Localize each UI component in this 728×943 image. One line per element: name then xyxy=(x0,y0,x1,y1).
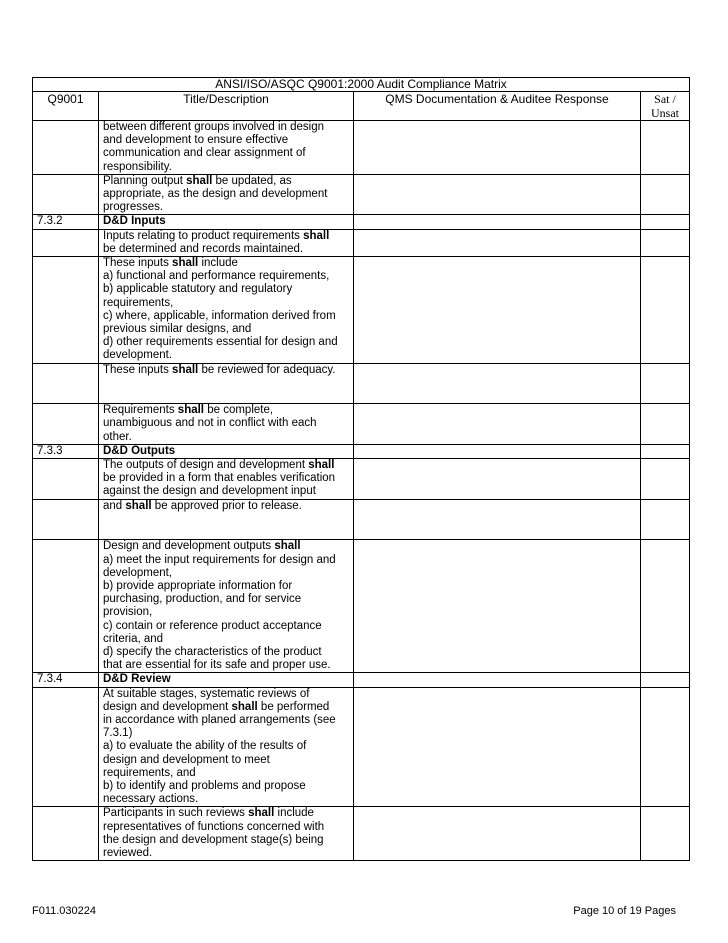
description-line xyxy=(103,821,349,834)
description-line xyxy=(103,134,349,147)
line-text: and xyxy=(103,499,126,512)
line-text: a) to evaluate the ability of the results of xyxy=(103,740,307,753)
form-id: F011.030224 xyxy=(32,905,97,917)
requirement-description xyxy=(99,215,354,229)
description-line xyxy=(103,485,349,498)
line-text-after: be performed xyxy=(257,700,330,713)
description-line xyxy=(103,754,349,767)
description-line xyxy=(103,310,349,323)
description-line xyxy=(103,147,349,160)
description-line xyxy=(103,793,349,806)
clause-number xyxy=(33,807,99,861)
shall-keyword: shall xyxy=(172,363,199,376)
line-text: previous similar designs, and xyxy=(103,323,252,336)
line-text: other. xyxy=(103,430,132,443)
line-text: appropriate, as the design and development xyxy=(103,188,328,201)
sat-unsat-cell[interactable] xyxy=(641,215,690,229)
line-text: development. xyxy=(103,349,173,362)
description-line xyxy=(103,807,349,820)
shall-keyword: shall xyxy=(172,257,199,270)
line-text: provision, xyxy=(103,606,153,619)
line-text: design and development to meet xyxy=(103,753,270,766)
description-line xyxy=(103,659,349,672)
table-row xyxy=(33,174,690,215)
line-text: unambiguous and not in conflict with each xyxy=(103,417,317,430)
blank-line xyxy=(103,513,349,526)
line-text: These inputs xyxy=(103,257,173,270)
line-text: in accordance with planed arrangements (see xyxy=(103,713,336,726)
description-line xyxy=(103,847,349,860)
line-text-after: be reviewed for adequacy. xyxy=(198,363,336,376)
page-number: Page 10 of 19 Pages xyxy=(573,905,676,917)
description-line xyxy=(103,646,349,659)
description-line xyxy=(103,459,349,472)
auditee-response-cell[interactable] xyxy=(354,363,641,404)
clause-number xyxy=(33,174,99,215)
blank-line xyxy=(103,390,349,403)
clause-number xyxy=(33,229,99,256)
line-text: D&D Outputs xyxy=(103,444,176,457)
sat-unsat-cell[interactable] xyxy=(641,363,690,404)
sat-unsat-cell[interactable] xyxy=(641,121,690,175)
description-line xyxy=(103,404,349,417)
description-line xyxy=(103,431,349,444)
column-header-response: QMS Documentation & Auditee Response xyxy=(354,92,641,121)
matrix-body xyxy=(33,121,690,861)
table-row xyxy=(33,229,690,256)
line-text: The outputs of design and development xyxy=(103,459,309,472)
blank-line xyxy=(103,526,349,539)
line-text: d) specify the characteristics of the product xyxy=(103,645,322,658)
line-text: criteria, and xyxy=(103,632,164,645)
description-line xyxy=(103,349,349,362)
table-row xyxy=(33,687,690,807)
line-text: necessary actions. xyxy=(103,793,199,806)
sat-unsat-cell[interactable] xyxy=(641,444,690,458)
table-row xyxy=(33,444,690,458)
line-text: d) other requirements essential for design and xyxy=(103,336,338,349)
sat-unsat-cell[interactable] xyxy=(641,229,690,256)
description-line xyxy=(103,714,349,727)
line-text-after: be approved prior to release. xyxy=(151,499,302,512)
sat-unsat-cell[interactable] xyxy=(641,807,690,861)
auditee-response-cell[interactable] xyxy=(354,174,641,215)
shall-keyword: shall xyxy=(308,459,335,472)
table-row xyxy=(33,215,690,229)
clause-number: 7.3.2 xyxy=(33,215,99,229)
line-text: against the design and development input xyxy=(103,485,316,498)
description-line xyxy=(103,364,349,377)
clause-number xyxy=(33,459,99,500)
line-text: design and development xyxy=(103,700,232,713)
column-header-sat-unsat: Sat / Unsat xyxy=(641,92,690,121)
description-line xyxy=(103,767,349,780)
description-line xyxy=(103,606,349,619)
description-line xyxy=(103,500,349,513)
description-line xyxy=(103,243,349,256)
auditee-response-cell[interactable] xyxy=(354,673,641,687)
line-text: be provided in a form that enables verification xyxy=(103,472,336,485)
description-line xyxy=(103,336,349,349)
description-line xyxy=(103,593,349,606)
auditee-response-cell[interactable] xyxy=(354,444,641,458)
table-row xyxy=(33,499,690,540)
requirement-description xyxy=(99,807,354,861)
line-text: communication and clear assignment of xyxy=(103,147,306,160)
line-text: be determined and records maintained. xyxy=(103,242,304,255)
shall-keyword: shall xyxy=(177,404,205,417)
shall-keyword: shall xyxy=(125,499,152,512)
clause-number: 7.3.3 xyxy=(33,444,99,458)
table-row xyxy=(33,673,690,687)
description-line xyxy=(103,323,349,336)
requirement-description xyxy=(99,257,354,364)
description-line xyxy=(103,580,349,593)
description-line xyxy=(103,161,349,174)
sat-unsat-cell[interactable] xyxy=(641,687,690,807)
line-text: Planning output xyxy=(103,174,187,187)
description-line xyxy=(103,215,349,228)
clause-number xyxy=(33,540,99,673)
column-header-q9001: Q9001 xyxy=(33,92,99,121)
table-row xyxy=(33,404,690,445)
description-line xyxy=(103,633,349,646)
line-text: b) to identify and problems and propose xyxy=(103,779,306,792)
requirement-description xyxy=(99,673,354,687)
table-row xyxy=(33,363,690,404)
description-line xyxy=(103,567,349,580)
description-line xyxy=(103,780,349,793)
line-text: c) contain or reference product acceptance xyxy=(103,619,322,632)
requirement-description xyxy=(99,499,354,540)
description-line xyxy=(103,417,349,430)
line-text: representatives of functions concerned with xyxy=(103,820,325,833)
clause-number: 7.3.4 xyxy=(33,673,99,687)
description-line xyxy=(103,673,349,686)
blank-line xyxy=(103,377,349,390)
clause-number xyxy=(33,687,99,807)
description-line xyxy=(103,445,349,458)
table-row xyxy=(33,540,690,673)
matrix-title: ANSI/ISO/ASQC Q9001:2000 Audit Compliance Matrix xyxy=(33,78,690,92)
clause-number xyxy=(33,363,99,404)
auditee-response-cell[interactable] xyxy=(354,121,641,175)
description-line xyxy=(103,257,349,270)
sat-unsat-cell[interactable] xyxy=(641,404,690,445)
line-text: 7.3.1) xyxy=(103,727,133,740)
description-line xyxy=(103,297,349,310)
auditee-response-cell[interactable] xyxy=(354,499,641,540)
requirement-description xyxy=(99,444,354,458)
line-text: that are essential for its safe and proper use. xyxy=(103,659,331,672)
shall-keyword: shall xyxy=(248,807,275,820)
description-line xyxy=(103,472,349,485)
auditee-response-cell[interactable] xyxy=(354,687,641,807)
requirement-description xyxy=(99,404,354,445)
auditee-response-cell[interactable] xyxy=(354,257,641,364)
description-line xyxy=(103,175,349,188)
line-text-after: include xyxy=(198,257,238,270)
requirement-description xyxy=(99,229,354,256)
line-text: a) meet the input requirements for design and xyxy=(103,553,336,566)
shall-keyword: shall xyxy=(303,229,330,242)
line-text: requirements, xyxy=(103,296,174,309)
sat-unsat-cell[interactable] xyxy=(641,459,690,500)
requirement-description xyxy=(99,687,354,807)
clause-number xyxy=(33,121,99,175)
line-text-after: be updated, as xyxy=(212,174,292,187)
line-text: a) functional and performance requirements, xyxy=(103,270,330,283)
auditee-response-cell[interactable] xyxy=(354,459,641,500)
description-line xyxy=(103,270,349,283)
description-line xyxy=(103,121,349,134)
line-text: b) applicable statutory and regulatory xyxy=(103,283,293,296)
table-row xyxy=(33,459,690,500)
table-row xyxy=(33,807,690,861)
line-text: purchasing, production, and for service xyxy=(103,593,302,606)
auditee-response-cell[interactable] xyxy=(354,215,641,229)
table-row xyxy=(33,121,690,175)
requirement-description xyxy=(99,540,354,673)
line-text: development, xyxy=(103,566,173,579)
line-text: reviewed. xyxy=(103,846,153,859)
sat-unsat-cell[interactable] xyxy=(641,499,690,540)
auditee-response-cell[interactable] xyxy=(354,229,641,256)
line-text: Requirements xyxy=(103,404,178,417)
line-text-after: be complete, xyxy=(204,404,274,417)
description-line xyxy=(103,230,349,243)
requirement-description xyxy=(99,459,354,500)
shall-keyword: shall xyxy=(274,540,301,553)
clause-number xyxy=(33,499,99,540)
line-text: These inputs xyxy=(103,363,173,376)
clause-number xyxy=(33,404,99,445)
auditee-response-cell[interactable] xyxy=(354,807,641,861)
description-line xyxy=(103,688,349,701)
column-header-title: Title/Description xyxy=(99,92,354,121)
description-line xyxy=(103,620,349,633)
auditee-response-cell[interactable] xyxy=(354,404,641,445)
line-text: progresses. xyxy=(103,201,164,214)
line-text: D&D Inputs xyxy=(103,215,166,228)
requirement-description xyxy=(99,121,354,175)
audit-compliance-matrix xyxy=(32,77,690,861)
line-text: the design and development stage(s) being xyxy=(103,833,324,846)
description-line xyxy=(103,201,349,214)
table-row xyxy=(33,257,690,364)
description-line xyxy=(103,540,349,553)
description-line xyxy=(103,188,349,201)
requirement-description xyxy=(99,363,354,404)
line-text: Inputs relating to product requirements xyxy=(103,229,304,242)
line-text: D&D Review xyxy=(103,673,171,686)
auditee-response-cell[interactable] xyxy=(354,540,641,673)
description-line xyxy=(103,740,349,753)
shall-keyword: shall xyxy=(231,700,258,713)
line-text-after: include xyxy=(274,807,314,820)
sat-unsat-cell[interactable] xyxy=(641,257,690,364)
description-line xyxy=(103,554,349,567)
line-text: At suitable stages, systematic reviews of xyxy=(103,687,310,700)
shall-keyword: shall xyxy=(186,174,213,187)
line-text: and development to ensure effective xyxy=(103,134,289,147)
sat-unsat-cell[interactable] xyxy=(641,540,690,673)
line-text: Design and development outputs xyxy=(103,540,275,553)
sat-unsat-cell[interactable] xyxy=(641,174,690,215)
line-text: responsibility. xyxy=(103,160,172,173)
line-text: c) where, applicable, information derived from xyxy=(103,309,336,322)
description-line xyxy=(103,727,349,740)
clause-number xyxy=(33,257,99,364)
line-text: requirements, and xyxy=(103,766,196,779)
description-line xyxy=(103,283,349,296)
line-text: b) provide appropriate information for xyxy=(103,579,293,592)
line-text: Participants in such reviews xyxy=(103,807,249,820)
line-text: between different groups involved in design xyxy=(103,121,324,133)
sat-unsat-cell[interactable] xyxy=(641,673,690,687)
description-line xyxy=(103,834,349,847)
requirement-description xyxy=(99,174,354,215)
description-line xyxy=(103,701,349,714)
